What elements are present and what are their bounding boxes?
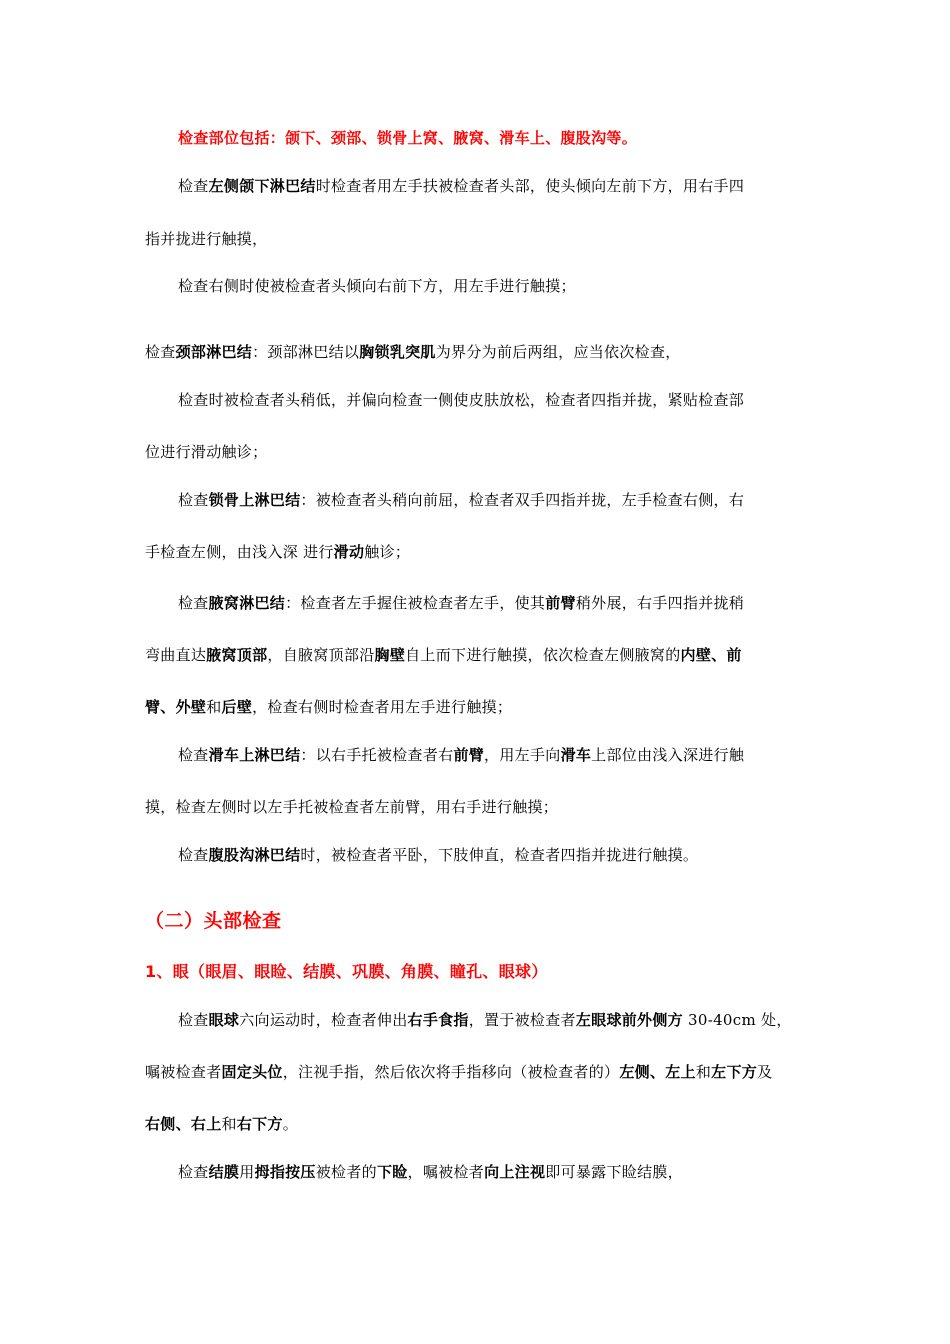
bold-term: 滑车上淋巴结 <box>208 746 301 764</box>
text-segment: 嘱被检查者 <box>145 1063 222 1081</box>
bold-term: 眼球 <box>208 1011 240 1029</box>
text-segment: 触诊； <box>364 543 411 561</box>
bold-term: 前臂 <box>545 594 576 612</box>
para-exam-sites <box>178 128 637 148</box>
text-segment: ：以右手托被检查者右 <box>300 746 454 764</box>
bold-term: 臂、外壁 <box>145 698 207 716</box>
para-submandibular-left-1 <box>178 176 744 196</box>
bold-term: 向上注视 <box>484 1163 546 1181</box>
bold-term: 拇指按压 <box>254 1163 316 1181</box>
bold-term: 内壁、前 <box>680 646 742 664</box>
para-eyeball-3 <box>145 1114 298 1134</box>
text-segment: 检查 <box>178 594 209 612</box>
text-segment: 即可暴露下睑结膜， <box>545 1163 683 1181</box>
text-segment: 摸，检查左侧时以左手托被检查者左前臂，用右手进行触摸； <box>145 798 559 816</box>
bold-term: 左侧颌下淋巴结 <box>208 177 316 195</box>
text-segment: 为界分为前后两组，应当依次检查， <box>435 343 681 361</box>
bold-term: 胸锁乳突肌 <box>359 343 436 361</box>
text-segment: 指并拢进行触摸， <box>145 230 268 248</box>
para-cervical-3 <box>145 442 267 462</box>
text-segment: 用 <box>239 1163 255 1181</box>
bold-term: 腹股沟淋巴结 <box>208 846 301 864</box>
text-segment: ：颈部淋巴结以 <box>252 343 360 361</box>
text-segment: 弯曲直达 <box>145 646 207 664</box>
bold-term: 滑动 <box>333 543 365 561</box>
text-segment: ，注视手指，然后依次将手指移向（被检查者的） <box>282 1063 620 1081</box>
bold-term: 后壁 <box>221 698 253 716</box>
text-segment: ，检查右侧时检查者用左手进行触摸； <box>252 698 513 716</box>
para-supraclavicular-2 <box>145 542 410 562</box>
bold-term: 左下方 <box>711 1063 758 1081</box>
text-segment: 及 <box>757 1063 773 1081</box>
text-segment: 。 <box>282 1115 299 1133</box>
text-segment: 检查 <box>178 1011 209 1029</box>
heading-text: （二）头部检查 <box>145 910 282 932</box>
para-eyeball-2 <box>145 1062 772 1082</box>
bold-term: 右下方 <box>236 1115 283 1133</box>
text-segment: 检查右侧时使被检查者头倾向右前下方，用左手进行触摸； <box>178 277 576 295</box>
bold-term: 腋窝淋巴结 <box>208 594 286 612</box>
text-segment: 自上而下进行触摸，依次检查左侧腋窝的 <box>405 646 681 664</box>
text-segment: 上部位由浅入深进行触 <box>591 746 745 764</box>
bold-term: 锁骨上淋巴结 <box>208 491 301 509</box>
text-segment: 和 <box>206 698 222 716</box>
bold-term: 腋窝顶部 <box>206 646 268 664</box>
bold-term: 结膜 <box>208 1163 240 1181</box>
text-segment: 稍外展，右手四指并拢稍 <box>575 594 745 612</box>
text-segment: 和 <box>221 1115 237 1133</box>
text-segment: 检查时被检查者头稍低，并偏向检查一侧使皮肤放松，检查者四指并拢，紧贴检查部 <box>178 391 745 409</box>
text-segment: ，嘱被检者 <box>407 1163 485 1181</box>
para-epitrochlear-1 <box>178 745 744 765</box>
para-axillary-1 <box>178 593 744 613</box>
text-segment: 检查 <box>178 1163 209 1181</box>
bold-term: 颈部淋巴结 <box>175 343 253 361</box>
para-cervical-2 <box>178 390 744 410</box>
text-segment: 检查 <box>178 177 209 195</box>
heading-text: 检查部位包括：颌下、颈部、锁骨上窝、腋窝、滑车上、腹股沟等。 <box>178 129 638 147</box>
para-cervical-1 <box>145 342 681 362</box>
text-segment: 检查 <box>145 343 176 361</box>
para-conjunctiva <box>178 1162 683 1182</box>
text-segment: 手检查左侧，由浅入深 进行 <box>145 543 334 561</box>
heading-text: 1、眼（眼眉、眼睑、结膜、巩膜、角膜、瞳孔、眼球） <box>145 962 548 981</box>
para-supraclavicular-1 <box>178 490 744 510</box>
para-inguinal <box>178 845 698 865</box>
bold-term: 右侧、右上 <box>145 1115 222 1133</box>
text-segment: 30-40cm 处， <box>682 1011 792 1029</box>
text-segment: 检查 <box>178 491 209 509</box>
text-segment: 检查 <box>178 846 209 864</box>
bold-term: 下睑 <box>376 1163 408 1181</box>
subsection-heading-eye <box>145 961 548 983</box>
para-axillary-3 <box>145 697 512 717</box>
bold-term: 前臂 <box>453 746 485 764</box>
para-epitrochlear-2 <box>145 797 558 817</box>
text-segment: ，置于被检查者 <box>468 1011 576 1029</box>
text-segment: 时检查者用左手扶被检查者头部，使头倾向左前下方，用右手四 <box>315 177 745 195</box>
bold-term: 胸壁 <box>374 646 406 664</box>
section-heading-head-exam <box>145 909 282 933</box>
text-segment: 位进行滑动触诊； <box>145 443 268 461</box>
text-segment: 检查 <box>178 746 209 764</box>
text-segment: 被检者的 <box>315 1163 377 1181</box>
para-eyeball-1 <box>178 1010 792 1030</box>
text-segment: ，用左手向 <box>484 746 561 764</box>
bold-term: 右手食指 <box>407 1011 469 1029</box>
bold-term: 左侧、左上 <box>619 1063 696 1081</box>
bold-term: 滑车 <box>560 746 592 764</box>
text-segment: ：检查者左手握住被检查者左手，使其 <box>285 594 546 612</box>
text-segment: ：被检查者头稍向前屈，检查者双手四指并拢，左手检查右侧，右 <box>300 491 745 509</box>
text-segment: 六向运动时，检查者伸出 <box>239 1011 408 1029</box>
text-segment: 时，被检查者平卧，下肢伸直，检查者四指并拢进行触摸。 <box>300 846 699 864</box>
para-submandibular-left-2 <box>145 229 267 249</box>
para-submandibular-right <box>178 276 576 296</box>
bold-term: 左眼球前外侧方 <box>575 1011 683 1029</box>
text-segment: ，自腋窝顶部沿 <box>267 646 375 664</box>
para-axillary-2 <box>145 645 742 665</box>
bold-term: 固定头位 <box>221 1063 283 1081</box>
text-segment: 和 <box>695 1063 712 1081</box>
